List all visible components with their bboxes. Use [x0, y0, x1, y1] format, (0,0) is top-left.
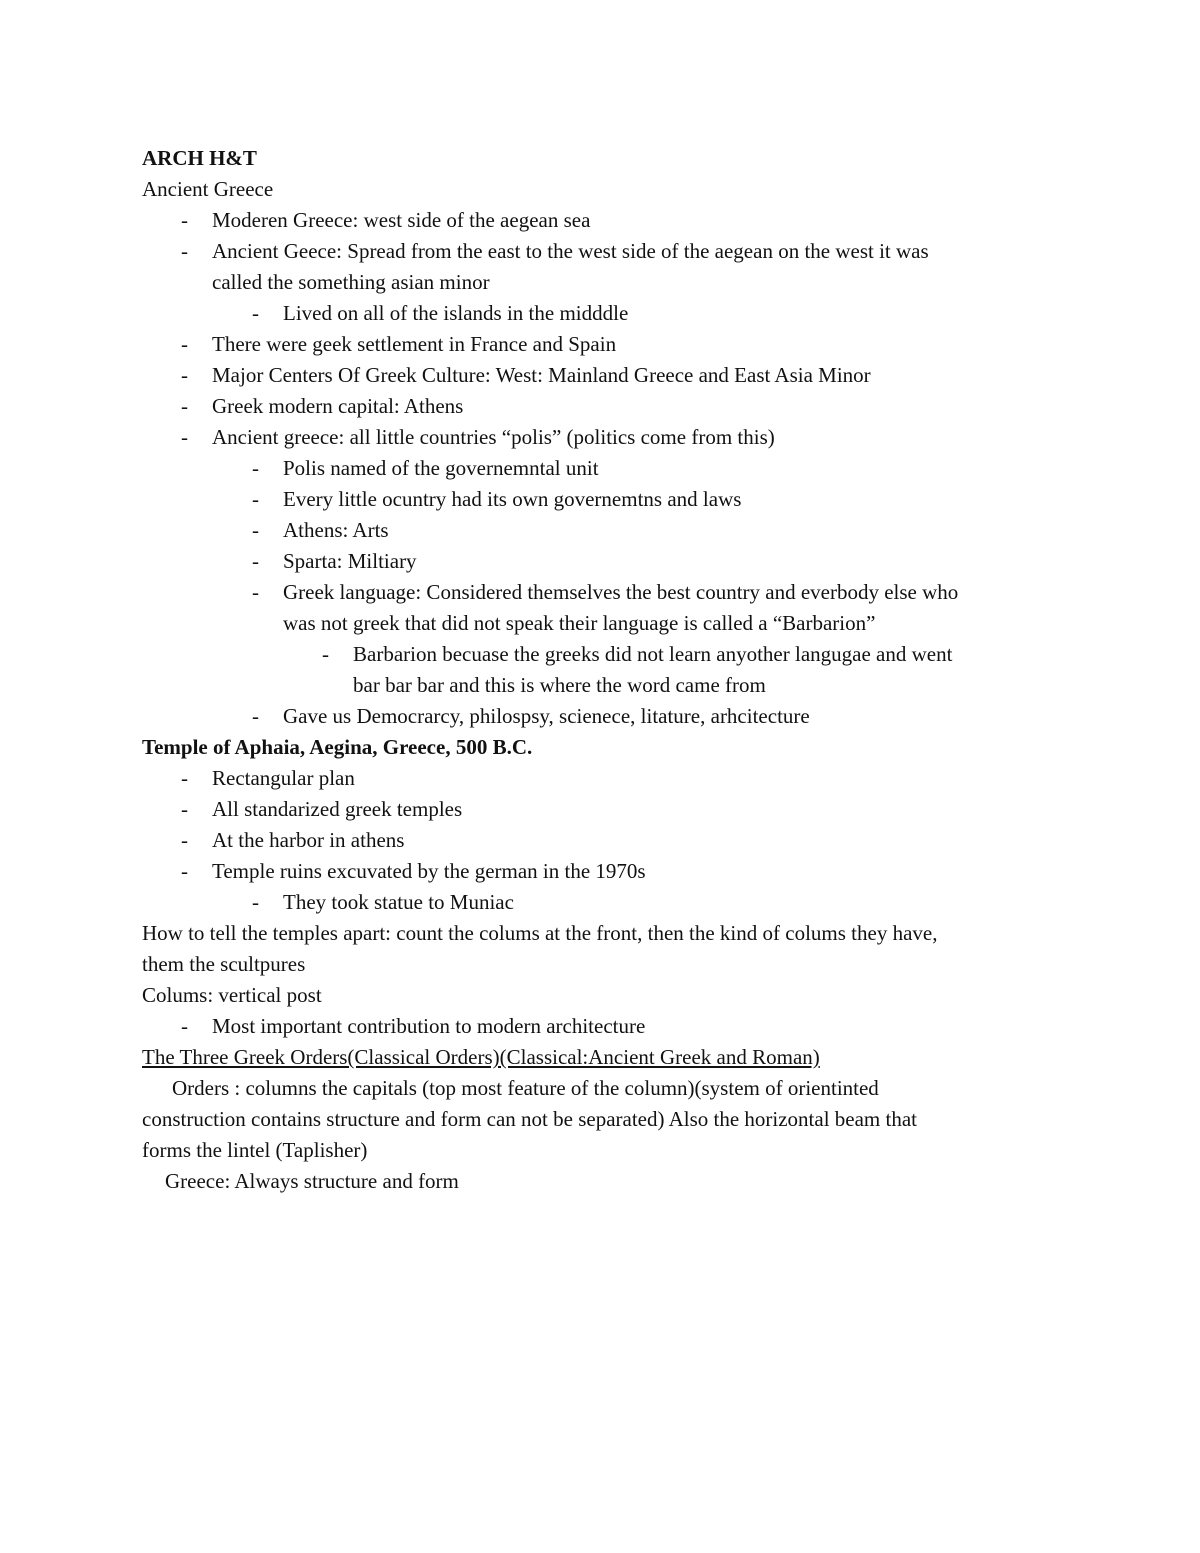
line-text: Orders : columns the capitals (top most feature of the column)(system of orientinted: [172, 1076, 879, 1100]
bullet-item: [181, 794, 1142, 825]
line-text: All standarized greek temples: [212, 797, 463, 821]
bullet-item: [252, 577, 1200, 608]
line-text: called the something asian minor: [212, 270, 490, 294]
line-text: Temple of Aphaia, Aegina, Greece, 500 B.C.: [142, 735, 533, 759]
bullet-marker: -: [322, 642, 329, 666]
bullet-marker: -: [181, 797, 188, 821]
text-line: [165, 1166, 1095, 1197]
line-text: them the scultpures: [142, 952, 306, 976]
line-text: Gave us Democrarcy, philospsy, scienece, litature, arhcitecture: [283, 704, 810, 728]
bullet-marker: -: [181, 332, 188, 356]
text-line: [353, 670, 1200, 701]
heading-line: [142, 143, 1072, 174]
line-text: Greek language: Considered themselves the best country and everbody else who: [283, 580, 959, 604]
heading-line: [142, 732, 1072, 763]
text-line: [142, 1042, 1072, 1073]
line-text: Major Centers Of Greek Culture: West: Mainland Greece and East Asia Minor: [212, 363, 871, 387]
bullet-item: [252, 484, 1200, 515]
bullet-marker: -: [252, 580, 259, 604]
bullet-item: [252, 453, 1200, 484]
line-text: Most important contribution to modern architecture: [212, 1014, 646, 1038]
bullet-marker: -: [252, 704, 259, 728]
bullet-item: [181, 329, 1142, 360]
line-text: Greek modern capital: Athens: [212, 394, 464, 418]
text-line: [172, 1073, 1102, 1104]
line-text: forms the lintel (Taplisher): [142, 1138, 368, 1162]
bullet-item: [252, 515, 1200, 546]
line-text: Barbarion becuase the greeks did not learn anyother langugae and went: [353, 642, 953, 666]
bullet-item: [181, 205, 1142, 236]
bullet-marker: -: [181, 828, 188, 852]
line-text: Ancient Greece: [142, 177, 274, 201]
line-text: Ancient greece: all little countries “polis” (politics come from this): [212, 425, 775, 449]
bullet-marker: -: [252, 549, 259, 573]
line-text: There were geek settlement in France and Spain: [212, 332, 617, 356]
line-text: was not greek that did not speak their language is called a “Barbarion”: [283, 611, 876, 635]
bullet-item: [181, 391, 1142, 422]
bullet-marker: -: [252, 518, 259, 542]
line-text: Temple ruins excuvated by the german in the 1970s: [212, 859, 646, 883]
text-line: [142, 949, 1072, 980]
bullet-item: [181, 763, 1142, 794]
text-line: [142, 1104, 1072, 1135]
bullet-marker: -: [252, 456, 259, 480]
line-text: At the harbor in athens: [212, 828, 405, 852]
line-text: Rectangular plan: [212, 766, 355, 790]
bullet-marker: -: [252, 487, 259, 511]
line-text: The Three Greek Orders(Classical Orders)(Classical:Ancient Greek and Roman): [142, 1045, 820, 1069]
bullet-marker: -: [252, 301, 259, 325]
line-text: bar bar bar and this is where the word came from: [353, 673, 766, 697]
bullet-item: [252, 546, 1200, 577]
line-text: Greece: Always structure and form: [165, 1169, 459, 1193]
bullet-item: [181, 825, 1142, 856]
bullet-item: [181, 1011, 1142, 1042]
bullet-item: [252, 298, 1200, 329]
bullet-item: [181, 236, 1142, 267]
bullet-item: [322, 639, 1200, 670]
text-line: [283, 608, 1200, 639]
bullet-marker: -: [181, 208, 188, 232]
bullet-marker: -: [181, 1014, 188, 1038]
bullet-marker: -: [181, 363, 188, 387]
line-text: Ancient Geece: Spread from the east to the west side of the aegean on the west it was: [212, 239, 929, 263]
text-line: [212, 267, 1142, 298]
line-text: Moderen Greece: west side of the aegean sea: [212, 208, 591, 232]
text-line: [142, 1135, 1072, 1166]
bullet-marker: -: [181, 425, 188, 449]
bullet-marker: -: [181, 239, 188, 263]
text-line: [142, 174, 1072, 205]
text-line: [142, 918, 1072, 949]
line-text: construction contains structure and form can not be separated) Also the horizontal beam that: [142, 1107, 918, 1131]
bullet-item: [181, 360, 1142, 391]
line-text: Sparta: Miltiary: [283, 549, 417, 573]
line-text: Lived on all of the islands in the midddle: [283, 301, 629, 325]
line-text: ARCH H&T: [142, 146, 257, 170]
line-text: Colums: vertical post: [142, 983, 322, 1007]
bullet-item: [181, 856, 1142, 887]
line-text: They took statue to Muniac: [283, 890, 514, 914]
line-text: Polis named of the governemntal unit: [283, 456, 599, 480]
line-text: Athens: Arts: [283, 518, 389, 542]
bullet-marker: -: [252, 890, 259, 914]
text-line: [142, 980, 1072, 1011]
bullet-marker: -: [181, 766, 188, 790]
bullet-marker: -: [181, 394, 188, 418]
bullet-item: [252, 887, 1200, 918]
line-text: How to tell the temples apart: count the colums at the front, then the kind of colums they have,: [142, 921, 938, 945]
bullet-marker: -: [181, 859, 188, 883]
bullet-item: [252, 701, 1200, 732]
line-text: Every little ocuntry had its own governemtns and laws: [283, 487, 742, 511]
bullet-item: [181, 422, 1142, 453]
